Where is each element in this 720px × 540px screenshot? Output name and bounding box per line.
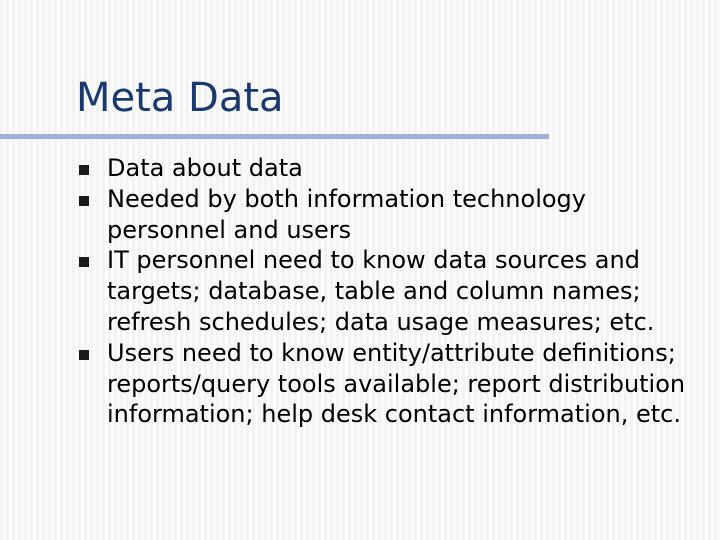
bullet-item	[76, 153, 706, 184]
square-bullet-icon	[79, 196, 89, 206]
bullet-text: Needed by both information technology personnel and users	[107, 184, 586, 244]
bullet-item	[76, 245, 706, 337]
bullet-list	[76, 153, 706, 430]
bullet-text: IT personnel need to know data sources and targets; database, table and column names; refresh schedules; data usage measures; etc.	[107, 246, 655, 336]
square-bullet-icon	[79, 165, 89, 175]
title-underline	[0, 134, 549, 139]
square-bullet-icon	[79, 257, 89, 267]
slide-title: Meta Data	[76, 75, 284, 121]
bullet-item	[76, 184, 706, 246]
bullet-item	[76, 338, 706, 430]
bullet-text: Users need to know entity/attribute definitions; reports/query tools available; report distribution information; help desk contact information, etc.	[107, 338, 686, 429]
bullet-text: Data about data	[107, 154, 303, 182]
square-bullet-icon	[79, 350, 89, 360]
